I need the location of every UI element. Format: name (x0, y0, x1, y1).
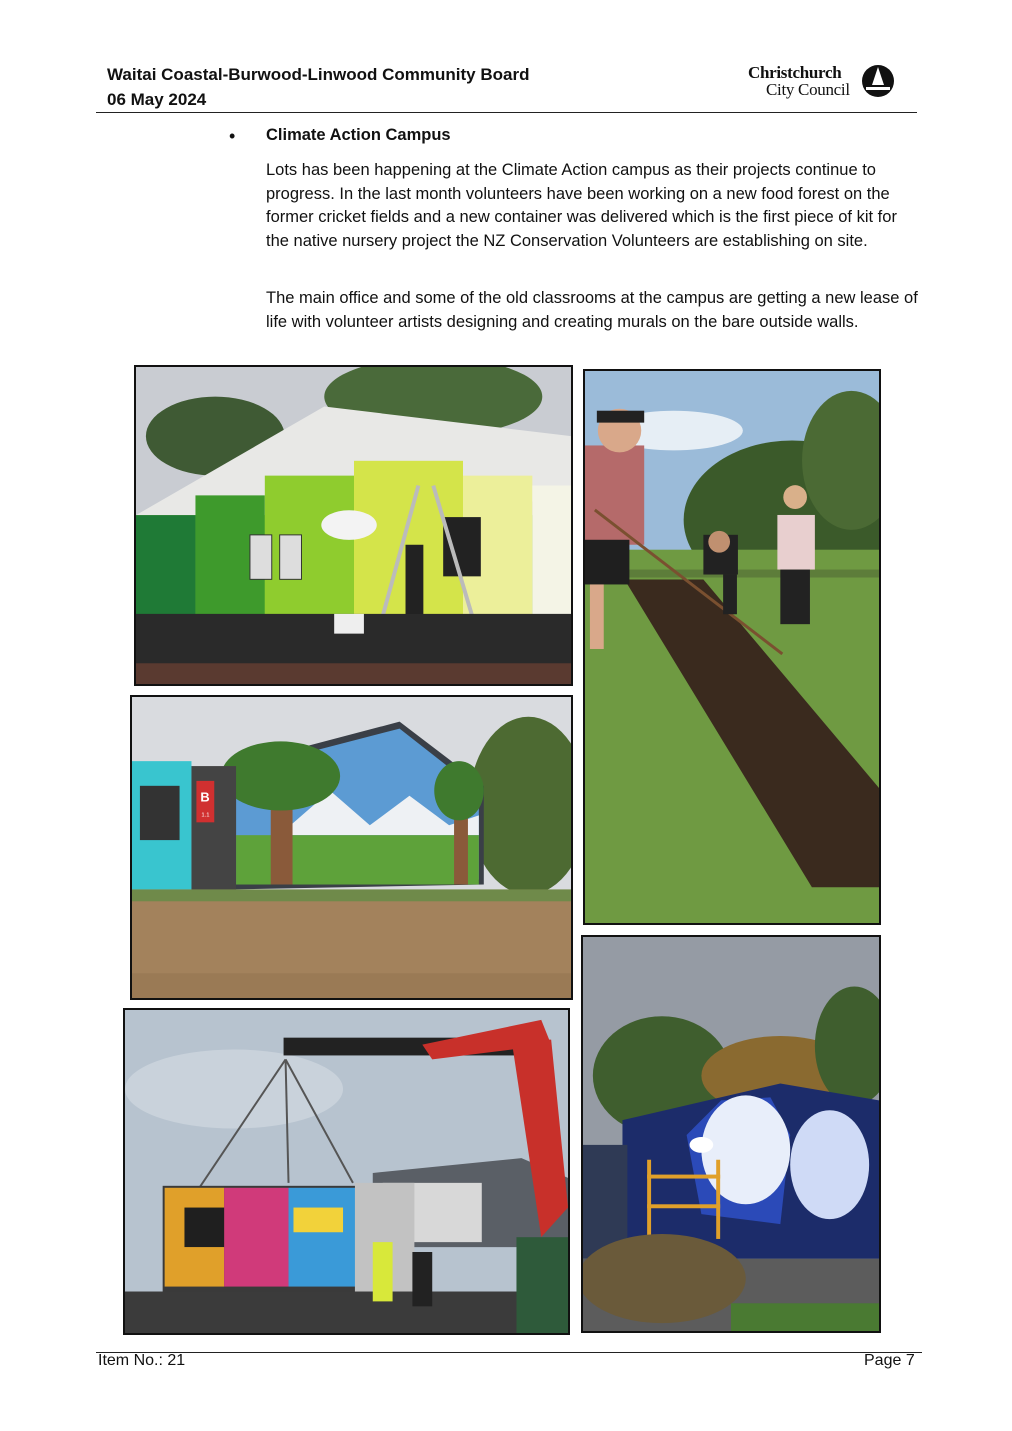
photo-container-delivery (123, 1008, 570, 1335)
photo-tree-mural (130, 695, 573, 1000)
page-number: Page 7 (864, 1352, 915, 1369)
logo-text-line1: Christchurch (748, 63, 842, 82)
logo-text-line2: City Council (766, 80, 850, 99)
sign-letter: B (200, 789, 210, 805)
header-rule (96, 112, 917, 113)
council-logo (748, 63, 898, 101)
item-number: Item No.: 21 (98, 1352, 186, 1369)
photo-striped-mural (134, 365, 573, 686)
board-name: Waitai Coastal-Burwood-Linwood Community Board (107, 65, 530, 84)
cathedral-logo-icon (860, 63, 896, 99)
photo-egret-mural (581, 935, 881, 1333)
paragraph-1: Lots has been happening at the Climate Action campus as their projects continue to progress. In the last month volunteers have been working on a new food forest on the former cricket fields and a new container was delivered which is the first piece of kit for the native nursery project the NZ Conservation Volunteers are establishing on site. (266, 161, 897, 250)
photo-food-forest (583, 369, 881, 925)
meeting-date: 06 May 2024 (107, 90, 207, 109)
document-header (107, 62, 529, 112)
section-title: Climate Action Campus (266, 126, 451, 144)
bullet-marker: • (229, 126, 236, 146)
footer-rule (96, 1352, 922, 1353)
sign-number: 1.1 (201, 812, 210, 819)
paragraph-2: The main office and some of the old classrooms at the campus are getting a new lease of life with volunteer artists designing and creating murals on the bare outside walls. (266, 289, 918, 331)
